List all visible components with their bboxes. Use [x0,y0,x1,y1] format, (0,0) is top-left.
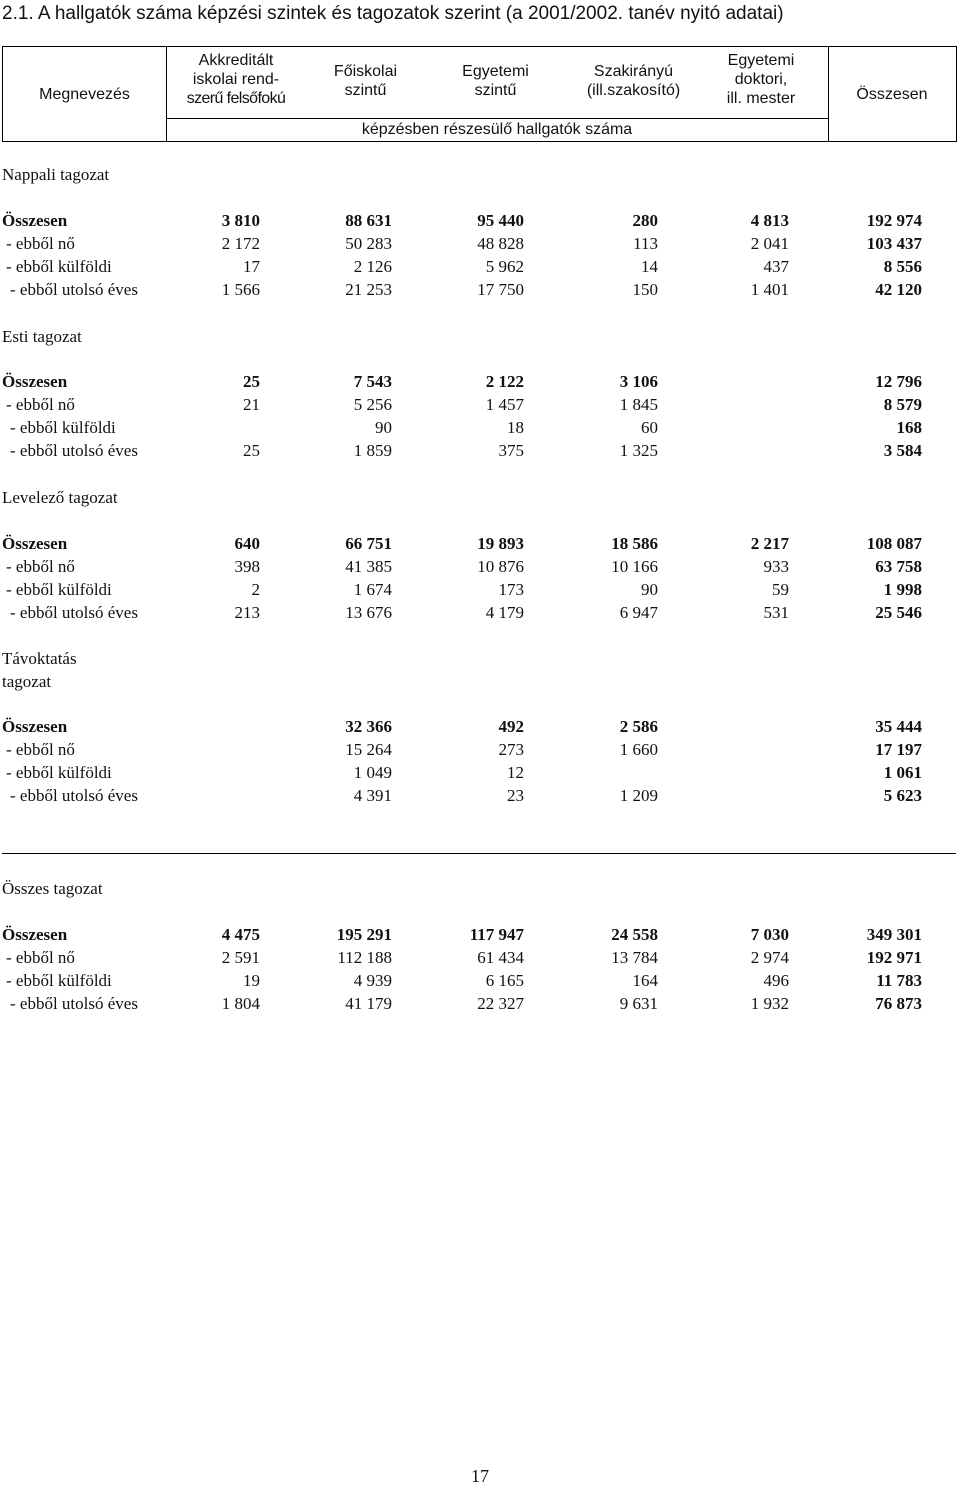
cell-szakiranyu: 150 [632,280,658,299]
page-title: 2.1. A hallgatók száma képzési szintek és tagozatok szerint (a 2001/2002. tanév nyitó adatai) [2,3,784,24]
cell-szakiranyu: 113 [633,234,658,253]
cell-foiskolai: 195 291 [336,925,392,944]
cell-foiskolai: 1 674 [353,580,392,599]
cell-akkreditalt: 1 804 [221,994,260,1013]
cell-doktori: 59 [772,580,789,599]
row-label: - ebből nő [6,234,75,253]
cell-osszesen: 42 120 [875,280,922,299]
cell-doktori: 496 [763,971,789,990]
table-row [0,580,960,602]
cell-egyetemi: 48 828 [477,234,524,253]
cell-szakiranyu: 1 325 [619,441,658,460]
cell-foiskolai: 4 939 [353,971,392,990]
page-number: 17 [471,1466,489,1486]
cell-doktori: 437 [763,257,789,276]
cell-osszesen: 192 974 [866,211,922,230]
cell-akkreditalt: 19 [243,971,260,990]
cell-egyetemi: 273 [498,740,524,759]
cell-foiskolai: 1 859 [353,441,392,460]
cell-osszesen: 12 796 [875,372,922,391]
table-header [2,46,957,142]
table-row [0,418,960,440]
header-label: képzésben részesülő hallgatók száma [361,121,633,138]
cell-doktori: 933 [763,557,789,576]
cell-szakiranyu: 3 106 [619,372,658,391]
header-label: Szakirányú [593,63,674,80]
row-label: - ebből külföldi [10,418,116,437]
cell-foiskolai: 2 126 [353,257,392,276]
cell-egyetemi: 95 440 [477,211,524,230]
cell-doktori: 4 813 [750,211,789,230]
cell-akkreditalt: 1 566 [221,280,260,299]
cell-osszesen: 17 197 [875,740,922,759]
cell-egyetemi: 5 962 [485,257,524,276]
table-row [0,557,960,579]
header-label: Egyetemi [462,63,529,80]
table-row [0,717,960,739]
cell-szakiranyu: 6 947 [619,603,658,622]
cell-osszesen: 5 623 [883,786,922,805]
cell-foiskolai: 90 [375,418,392,437]
table-row [0,280,960,302]
row-label: Összesen [2,717,68,736]
header-szakiranyu [566,62,701,100]
table-row [0,763,960,785]
table-row [0,994,960,1016]
cell-osszesen: 11 783 [876,971,922,990]
cell-osszesen: 8 579 [883,395,922,414]
cell-foiskolai: 4 391 [353,786,392,805]
cell-szakiranyu: 164 [632,971,658,990]
cell-osszesen: 103 437 [866,234,922,253]
cell-foiskolai: 66 751 [345,534,392,553]
cell-osszesen: 1 998 [883,580,922,599]
cell-osszesen: 108 087 [866,534,922,553]
cell-foiskolai: 88 631 [345,211,392,230]
cell-foiskolai: 50 283 [345,234,392,253]
cell-doktori: 2 217 [750,534,789,553]
cell-foiskolai: 112 188 [337,948,392,967]
cell-doktori: 2 041 [750,234,789,253]
table-row [0,740,960,762]
cell-osszesen: 168 [896,418,922,437]
cell-szakiranyu: 280 [632,211,658,230]
header-label: iskolai rend- [192,71,280,88]
header-label: Akkreditált [198,52,274,69]
cell-foiskolai: 21 253 [345,280,392,299]
cell-szakiranyu: 14 [641,257,658,276]
cell-foiskolai: 41 179 [345,994,392,1013]
row-label: Összesen [2,211,68,230]
table-row [0,441,960,463]
cell-osszesen: 63 758 [875,557,922,576]
cell-osszesen: 25 546 [875,603,922,622]
table-row [0,257,960,279]
table-row [0,372,960,394]
row-label: - ebből utolsó éves [10,603,138,622]
section-title: Távoktatás [2,649,77,668]
cell-doktori: 1 932 [750,994,789,1013]
cell-egyetemi: 4 179 [485,603,524,622]
cell-foiskolai: 1 049 [353,763,392,782]
header-label: Összesen [856,86,928,103]
cell-akkreditalt: 21 [243,395,260,414]
header-subheader [166,120,828,139]
header-doktori [697,51,825,108]
cell-szakiranyu: 60 [641,418,658,437]
header-label: Főiskolai [333,63,398,80]
cell-egyetemi: 10 876 [477,557,524,576]
cell-egyetemi: 492 [498,717,524,736]
row-label: - ebből utolsó éves [10,786,138,805]
table-row [0,395,960,417]
cell-egyetemi: 375 [498,441,524,460]
divider [2,853,956,854]
cell-foiskolai: 32 366 [345,717,392,736]
cell-egyetemi: 17 750 [477,280,524,299]
cell-doktori: 1 401 [750,280,789,299]
table-row [0,603,960,625]
cell-akkreditalt: 2 [251,580,260,599]
cell-egyetemi: 2 122 [485,372,524,391]
header-osszesen [828,85,956,104]
cell-akkreditalt: 17 [243,257,260,276]
header-label: szerű felsőfokú [186,90,286,107]
cell-szakiranyu: 18 586 [611,534,658,553]
cell-szakiranyu: 24 558 [611,925,658,944]
cell-akkreditalt: 4 475 [221,925,260,944]
cell-foiskolai: 7 543 [353,372,392,391]
header-akkreditalt [171,51,301,108]
cell-foiskolai: 5 256 [353,395,392,414]
header-label: szintű [474,82,517,99]
cell-foiskolai: 41 385 [345,557,392,576]
cell-szakiranyu: 1 845 [619,395,658,414]
cell-doktori: 7 030 [750,925,789,944]
cell-szakiranyu: 1 660 [619,740,658,759]
cell-egyetemi: 19 893 [477,534,524,553]
cell-szakiranyu: 9 631 [619,994,658,1013]
row-label: - ebből külföldi [6,971,112,990]
section-title: Nappali tagozat [2,165,110,184]
row-label: Összesen [2,925,68,944]
header-label: szintű [344,82,387,99]
cell-foiskolai: 13 676 [345,603,392,622]
cell-osszesen: 76 873 [875,994,922,1013]
table-row [0,971,960,993]
cell-egyetemi: 117 947 [469,925,524,944]
row-label: - ebből külföldi [6,763,112,782]
table-row [0,534,960,556]
header-label: Megnevezés [39,86,130,103]
cell-egyetemi: 22 327 [477,994,524,1013]
table-row [0,211,960,233]
cell-akkreditalt: 2 591 [221,948,260,967]
cell-egyetemi: 23 [507,786,524,805]
section-title: tagozat [2,672,52,691]
row-label: - ebből nő [6,557,75,576]
header-label: doktori, [734,71,788,88]
cell-egyetemi: 61 434 [477,948,524,967]
cell-szakiranyu: 13 784 [611,948,658,967]
cell-osszesen: 8 556 [883,257,922,276]
row-label: - ebből utolsó éves [10,441,138,460]
row-label: - ebből nő [6,948,75,967]
cell-szakiranyu: 10 166 [611,557,658,576]
row-label: - ebből külföldi [6,257,112,276]
header-label: Egyetemi [727,52,795,69]
row-label: Összesen [2,372,68,391]
row-label: - ebből külföldi [6,580,112,599]
table-row [0,786,960,808]
cell-doktori: 531 [763,603,789,622]
cell-doktori: 2 974 [750,948,789,967]
cell-szakiranyu: 90 [641,580,658,599]
header-label: (ill.szakosító) [586,82,681,99]
section-title: Levelező tagozat [2,488,118,507]
header-divider [166,118,828,119]
cell-foiskolai: 15 264 [345,740,392,759]
header-label: ill. mester [726,90,796,107]
cell-akkreditalt: 25 [243,441,260,460]
cell-akkreditalt: 640 [234,534,260,553]
cell-osszesen: 349 301 [866,925,922,944]
cell-egyetemi: 173 [498,580,524,599]
cell-akkreditalt: 3 810 [221,211,260,230]
row-label: - ebből nő [6,740,75,759]
header-foiskolai [303,62,428,100]
header-megnevezes [3,85,166,104]
table-row [0,925,960,947]
cell-osszesen: 35 444 [875,717,922,736]
cell-egyetemi: 18 [507,418,524,437]
cell-akkreditalt: 398 [234,557,260,576]
cell-szakiranyu: 2 586 [619,717,658,736]
cell-egyetemi: 6 165 [485,971,524,990]
cell-osszesen: 192 971 [866,948,922,967]
section-title: Esti tagozat [2,327,82,346]
cell-osszesen: 3 584 [883,441,922,460]
cell-szakiranyu: 1 209 [619,786,658,805]
cell-osszesen: 1 061 [883,763,922,782]
cell-egyetemi: 12 [507,763,524,782]
row-label: - ebből nő [6,395,75,414]
table-row [0,948,960,970]
row-label: - ebből utolsó éves [10,280,138,299]
cell-akkreditalt: 25 [243,372,260,391]
cell-akkreditalt: 213 [234,603,260,622]
row-label: Összesen [2,534,68,553]
cell-egyetemi: 1 457 [485,395,524,414]
table-row [0,234,960,256]
cell-akkreditalt: 2 172 [221,234,260,253]
header-egyetemi [433,62,558,100]
section-title: Összes tagozat [2,879,103,898]
row-label: - ebből utolsó éves [10,994,138,1013]
